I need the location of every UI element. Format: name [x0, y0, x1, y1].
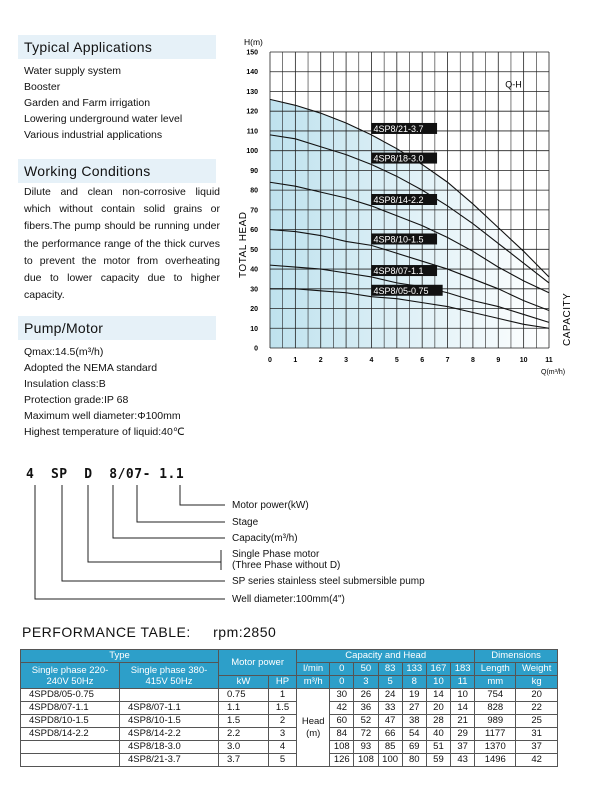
table-cell: 19 [402, 689, 426, 702]
table-cell: 29 [451, 728, 475, 741]
legend-single-phase: Single Phase motor [232, 549, 320, 560]
table-cell: 4SPD8/05-0.75 [21, 689, 120, 702]
x-tick-label: 0 [268, 357, 272, 364]
table-cell: 21 [451, 715, 475, 728]
table-cell: 828 [475, 702, 516, 715]
list-item: Booster [24, 81, 61, 93]
y-tick-label: 0 [254, 345, 258, 353]
head-label: Head [301, 715, 325, 727]
performance-table-title [22, 624, 276, 640]
table-cell: 3.7 [219, 754, 269, 767]
y-tick-label: 110 [246, 128, 258, 136]
table-cell: 4SP8/07-1.1 [120, 702, 219, 715]
table-cell [21, 754, 120, 767]
y-tick-label: 20 [250, 306, 258, 314]
y-tick-label: 70 [250, 207, 258, 215]
table-cell: 69 [402, 741, 426, 754]
table-cell: 4SP8/21-3.7 [120, 754, 219, 767]
table-cell: 24 [378, 689, 402, 702]
header-cell: 0 [330, 663, 354, 676]
qmax-spec: Qmax:14.5(m³/h) [24, 346, 104, 358]
table-cell: 100 [378, 754, 402, 767]
table-cell: 108 [354, 754, 378, 767]
header-cell: 8 [402, 676, 426, 689]
table-cell: 4SP8/10-1.5 [120, 715, 219, 728]
head-label-cell [297, 689, 330, 767]
table-cell: 37 [516, 741, 558, 754]
table-cell: 59 [426, 754, 450, 767]
table-cell: 28 [426, 715, 450, 728]
header-cell: 83 [378, 663, 402, 676]
table-cell: 4SPD8/14-2.2 [21, 728, 120, 741]
spec-line: Protection grade:IP 68 [24, 394, 129, 406]
table-cell: 84 [330, 728, 354, 741]
header-cell: 50 [354, 663, 378, 676]
y-tick-label: 10 [250, 325, 258, 333]
header-cell: kg [516, 676, 558, 689]
list-item: Garden and Farm irrigation [24, 97, 151, 109]
table-row [21, 741, 558, 754]
x-tick-label: 1 [293, 357, 298, 364]
spec-line: Highest temperature of liquid:40℃ [24, 426, 185, 438]
rpm-label: rpm:2850 [213, 624, 277, 640]
list-item: Water supply system [24, 65, 122, 77]
legend-capacity: Capacity(m³/h) [232, 533, 298, 544]
table-row [21, 702, 558, 715]
table-cell: 80 [402, 754, 426, 767]
legend-three-phase: (Three Phase without D) [232, 560, 341, 571]
series-label: 4SP8/21-3.7 [373, 123, 424, 134]
header-cell: Weight [516, 663, 558, 676]
legend-stage: Stage [232, 517, 259, 528]
header-cell: l/min [297, 663, 330, 676]
header-cell: mm [475, 676, 516, 689]
table-cell: 47 [378, 715, 402, 728]
header-type: Type [21, 650, 219, 663]
x-tick-label: 10 [519, 357, 528, 364]
header-cell: 183 [451, 663, 475, 676]
table-cell: 37 [451, 741, 475, 754]
y-tick-label: 60 [250, 227, 258, 235]
table-cell: 25 [516, 715, 558, 728]
table-cell: 52 [354, 715, 378, 728]
table-cell: 2.2 [219, 728, 269, 741]
header-single-phase-220: Single phase 220-240V 50Hz [21, 663, 120, 689]
table-cell: 26 [354, 689, 378, 702]
x-tick-label: 5 [394, 357, 399, 364]
typical-applications-heading: Typical Applications [18, 35, 216, 59]
table-cell: 3.0 [219, 741, 269, 754]
table-cell [120, 689, 219, 702]
header-single-phase-380: Single phase 380-415V 50Hz [120, 663, 219, 689]
table-cell: 4SPD8/10-1.5 [21, 715, 120, 728]
table-cell: 20 [426, 702, 450, 715]
capacity-label: CAPACITY [562, 292, 573, 346]
table-cell: 14 [426, 689, 450, 702]
table-row [21, 728, 558, 741]
table-cell [21, 741, 120, 754]
performance-table [20, 649, 558, 767]
table-cell: 10 [451, 689, 475, 702]
x-tick-label: 2 [318, 357, 323, 364]
spec-line: Insulation class:B [24, 378, 106, 390]
x-tick-label: 11 [545, 357, 553, 364]
header-cell: 10 [426, 676, 450, 689]
table-cell: 3 [268, 728, 296, 741]
table-row [21, 754, 558, 767]
x-tick-label: 3 [344, 357, 349, 364]
table-cell: 108 [330, 741, 354, 754]
table-cell: 33 [378, 702, 402, 715]
y-tick-label: 150 [246, 49, 258, 57]
header-motor-power: Motor power [219, 650, 297, 676]
table-cell: 1 [268, 689, 296, 702]
header-cell: Length [475, 663, 516, 676]
series-label: 4SP8/18-3.0 [373, 153, 424, 164]
header-cell: kW [219, 676, 269, 689]
x-tick-label: 8 [470, 357, 475, 364]
y-tick-label: 40 [250, 266, 258, 274]
header-capacity-head: Capacity and Head [297, 650, 475, 663]
y-tick-label: 30 [250, 286, 258, 294]
y-tick-label: 120 [246, 108, 258, 116]
table-cell: 2 [268, 715, 296, 728]
series-label: 4SP8/05-0.75 [373, 285, 429, 296]
table-cell: 30 [330, 689, 354, 702]
header-cell: m³/h [297, 676, 330, 689]
table-cell: 1.1 [219, 702, 269, 715]
table-cell: 1370 [475, 741, 516, 754]
header-cell: 3 [354, 676, 378, 689]
spec-line: Adopted the NEMA standard [24, 362, 158, 374]
table-cell: 4SP8/14-2.2 [120, 728, 219, 741]
table-cell: 1177 [475, 728, 516, 741]
performance-table-body [21, 689, 558, 767]
list-item: Lowering underground water level [24, 113, 183, 125]
header-cell: 5 [378, 676, 402, 689]
table-cell: 72 [354, 728, 378, 741]
table-cell: 126 [330, 754, 354, 767]
table-row [21, 715, 558, 728]
table-cell: 4SP8/18-3.0 [120, 741, 219, 754]
working-conditions-heading: Working Conditions [18, 159, 216, 183]
legend-sp-series: SP series stainless steel submersible pump [232, 576, 425, 587]
header-dimensions: Dimensions [475, 650, 558, 663]
table-cell: 36 [354, 702, 378, 715]
header-cell: 133 [402, 663, 426, 676]
table-cell: 14 [451, 702, 475, 715]
head-label: (m) [306, 727, 321, 739]
performance-table-label: PERFORMANCE TABLE: [22, 624, 191, 640]
table-cell: 38 [402, 715, 426, 728]
header-cell: HP [268, 676, 296, 689]
x-tick-label: 4 [369, 357, 374, 364]
header-cell: 0 [330, 676, 354, 689]
table-cell: 27 [402, 702, 426, 715]
table-cell: 4SPD8/07-1.1 [21, 702, 120, 715]
model-code: 4 SP D 8/07- 1.1 [26, 467, 185, 482]
x-tick-label: 9 [496, 357, 501, 364]
series-label: 4SP8/07-1.1 [373, 266, 424, 277]
table-cell: 42 [516, 754, 558, 767]
y-unit-label: H(m) [244, 37, 263, 47]
table-cell: 1.5 [268, 702, 296, 715]
table-cell: 20 [516, 689, 558, 702]
table-cell: 22 [516, 702, 558, 715]
table-cell: 66 [378, 728, 402, 741]
chart-title: Q-H [505, 79, 522, 90]
series-label: 4SP8/10-1.5 [373, 234, 424, 245]
table-cell: 85 [378, 741, 402, 754]
header-cell: 167 [426, 663, 450, 676]
header-cell: 11 [451, 676, 475, 689]
table-cell: 43 [451, 754, 475, 767]
y-tick-label: 50 [250, 246, 258, 254]
table-cell: 4 [268, 741, 296, 754]
y-tick-label: 100 [246, 148, 258, 156]
table-cell: 0.75 [219, 689, 269, 702]
y-tick-label: 80 [250, 187, 258, 195]
table-cell: 93 [354, 741, 378, 754]
x-tick-label: 7 [445, 357, 450, 364]
table-cell: 1.5 [219, 715, 269, 728]
series-label: 4SP8/14-2.2 [373, 195, 424, 205]
legend-motor-power: Motor power(kW) [232, 500, 309, 511]
pump-motor-heading: Pump/Motor [18, 316, 216, 340]
y-tick-label: 90 [250, 167, 258, 175]
table-cell: 1496 [475, 754, 516, 767]
legend-well-diameter: Well diameter:100mm(4") [232, 594, 345, 605]
table-row [21, 689, 558, 702]
x-axis-label: Q(m³/h) [541, 369, 566, 376]
list-item: Various industrial applications [24, 129, 163, 141]
table-header-row [21, 650, 558, 663]
table-cell: 54 [402, 728, 426, 741]
table-cell: 754 [475, 689, 516, 702]
working-conditions-text: Dilute and clean non-corrosive liquid which without contain solid grains or fibers.The pump should be running under the performance range of the thick curves to prevent the motor from overheating due to lower capacity due to higher capacity. [24, 186, 220, 302]
y-tick-label: 140 [246, 69, 258, 77]
x-tick-label: 6 [420, 357, 425, 364]
y-axis-label: TOTAL HEAD [238, 211, 249, 278]
table-cell: 989 [475, 715, 516, 728]
spec-line: Maximum well diameter:Φ100mm [24, 410, 181, 422]
table-cell: 60 [330, 715, 354, 728]
y-tick-label: 130 [246, 88, 258, 96]
table-cell: 40 [426, 728, 450, 741]
table-cell: 51 [426, 741, 450, 754]
table-cell: 42 [330, 702, 354, 715]
table-cell: 31 [516, 728, 558, 741]
table-cell: 5 [268, 754, 296, 767]
